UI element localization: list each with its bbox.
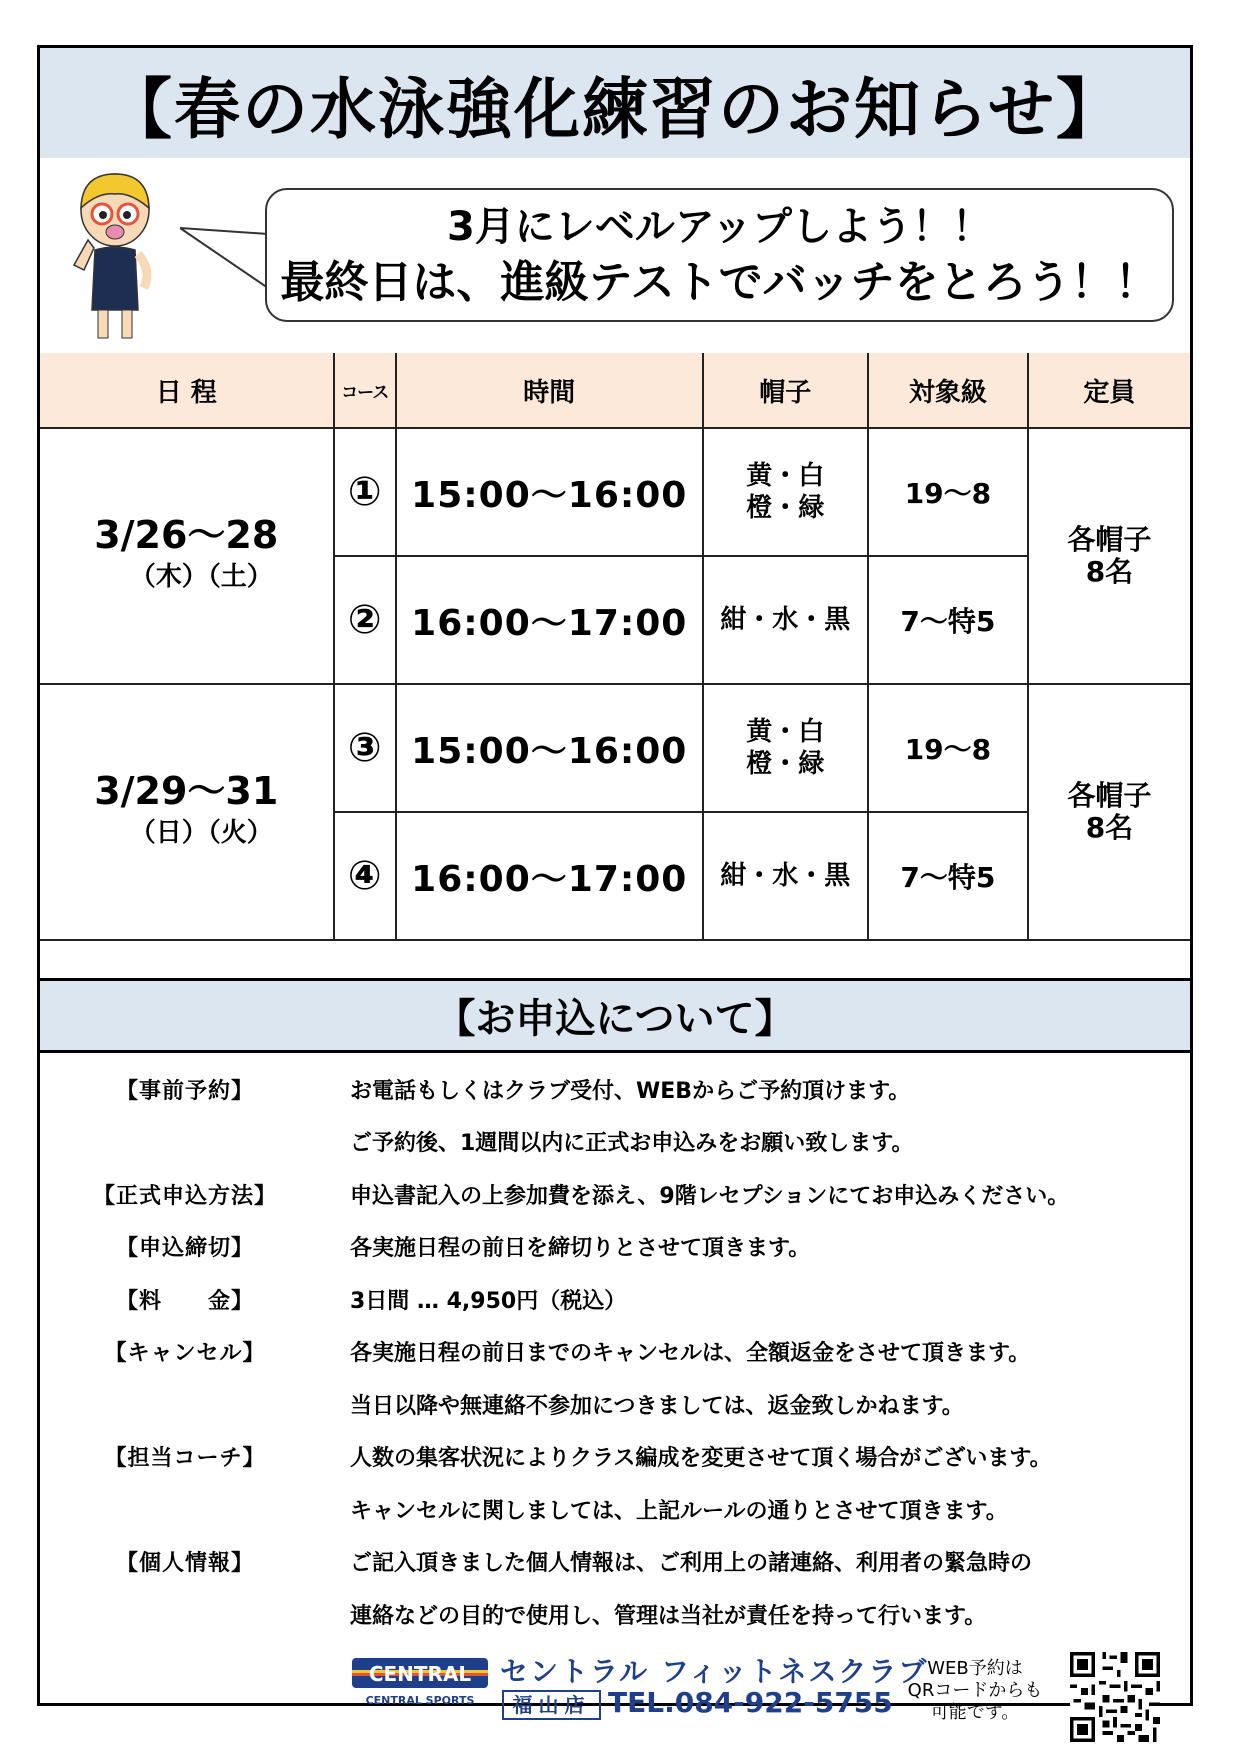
intro-line-1: 3月にレベルアップしよう！！ [446,204,993,250]
info-text: 連絡などの目的で使用し、管理は当社が責任を持って行います。 [350,1603,987,1629]
info-label: 【キャンセル】 [104,1341,266,1367]
time-cell: 16:00～17:00 [396,556,703,684]
cap-colors-line: 黄・白 [746,717,825,747]
info-row [40,1378,1190,1431]
svg-text:CENTRAL SPORTS: CENTRAL SPORTS [365,1694,475,1707]
cap-colors-line: 橙・緑 [746,749,825,779]
level-cell: 19～8 [868,428,1028,556]
capacity-cell [1028,684,1190,940]
store-name: 福山店 [502,1690,601,1720]
speech-bubble-tail-icon [180,218,270,298]
capacity-line: 8名 [1085,811,1134,844]
info-text: 申込書記入の上参加費を添え、9階レセプションにてお申込みください。 [350,1183,1070,1209]
swimmer-mascot-icon [60,170,170,345]
course-number: ② [334,556,396,684]
flyer-frame [37,45,1193,1723]
date-cell [40,684,334,940]
capacity-cell [1028,428,1190,684]
qr-note-line: WEB予約は [927,1658,1023,1679]
info-row [40,1431,1190,1484]
table-row [40,684,1190,812]
col-header-date: 日 程 [40,353,334,428]
cap-colors-line: 黄・白 [746,461,825,491]
qr-note [900,1658,1050,1724]
info-text: 人数の集客状況によりクラス編成を変更させて頂く場合がございます。 [350,1446,1052,1472]
brand-name: セントラル フィットネスクラブ [500,1655,929,1688]
info-text: 当日以降や無連絡不参加につきましては、返金致しかねます。 [350,1393,964,1419]
info-row [40,1116,1190,1169]
time-cell: 15:00～16:00 [396,428,703,556]
info-row [40,1483,1190,1536]
intro-line-2: 最終日は、進級テストでバッチをとろう！！ [280,257,1159,308]
time-cell: 15:00～16:00 [396,684,703,812]
cap-colors-cell [703,812,868,940]
speech-bubble [265,188,1174,322]
cap-colors-cell [703,684,868,812]
level-cell: 7～特5 [868,556,1028,684]
central-sports-logo-icon [350,1650,490,1710]
col-header-cap: 帽子 [703,353,868,428]
capacity-line: 各帽子 [1067,523,1152,556]
cap-colors-cell [703,556,868,684]
level-cell: 19～8 [868,684,1028,812]
info-label: 【担当コーチ】 [104,1446,266,1472]
qr-note-line: QRコードからも [907,1680,1043,1701]
table-row [40,428,1190,556]
info-text: お電話もしくはクラブ受付、WEBからご予約頂けます。 [350,1078,911,1104]
info-text: ご記入頂きました個人情報は、ご利用上の諸連絡、利用者の緊急時の [350,1551,1033,1577]
svg-text:CENTRAL: CENTRAL [368,1662,472,1686]
date-cell [40,428,334,684]
date-weekdays: （木）（土） [129,562,273,592]
level-cell: 7～特5 [868,812,1028,940]
info-row [40,1168,1190,1221]
info-label: 【料 金】 [115,1288,254,1314]
col-header-capacity: 定員 [1028,353,1190,428]
page-title: 【春の水泳強化練習のお知らせ】 [105,70,1125,148]
info-row [40,1221,1190,1274]
date-range: 3/26～28 [94,513,279,557]
col-header-course: コース [334,353,396,428]
info-row [40,1536,1190,1589]
title-banner [40,48,1190,161]
schedule-header-row [40,353,1190,428]
course-number: ① [334,428,396,556]
info-row [40,1273,1190,1326]
info-label: 【正式申込方法】 [92,1183,277,1209]
date-range: 3/29～31 [94,769,279,813]
cap-colors-line: 橙・緑 [746,493,825,523]
time-cell: 16:00～17:00 [396,812,703,940]
course-number: ④ [334,812,396,940]
date-weekdays: （日）（火） [129,818,273,848]
info-label: 【申込締切】 [115,1236,254,1262]
course-number: ③ [334,684,396,812]
col-header-level: 対象級 [868,353,1028,428]
schedule-table [40,353,1190,941]
info-text: 各実施日程の前日を締切りとさせて頂きます。 [350,1236,811,1262]
application-info [40,1063,1190,1641]
application-banner [40,978,1190,1053]
cap-colors-cell [703,428,868,556]
cap-colors-line: 紺・水・黒 [720,861,851,891]
info-text: 各実施日程の前日までのキャンセルは、全額返金をさせて頂きます。 [350,1341,1031,1367]
info-text: キャンセルに関しましては、上記ルールの通りとさせて頂きます。 [350,1498,1008,1524]
info-row [40,1326,1190,1379]
phone-number: TEL.084-922-5755 [608,1686,893,1719]
application-title: 【お申込について】 [435,996,795,1042]
info-text: ご予約後、1週間以内に正式お申込みをお願い致します。 [350,1131,914,1157]
info-label: 【個人情報】 [115,1551,254,1577]
capacity-line: 8名 [1085,555,1134,588]
capacity-line: 各帽子 [1067,779,1152,812]
qr-note-line: 可能です。 [930,1702,1020,1723]
info-row [40,1063,1190,1116]
info-text: 3日間 … 4,950円（税込） [350,1288,627,1314]
col-header-time: 時間 [396,353,703,428]
info-label: 【事前予約】 [115,1078,254,1104]
intro-section [40,158,1190,356]
qr-code-icon[interactable] [1070,1652,1160,1742]
cap-colors-line: 紺・水・黒 [720,605,851,635]
footer [40,1638,1190,1723]
info-row [40,1588,1190,1641]
